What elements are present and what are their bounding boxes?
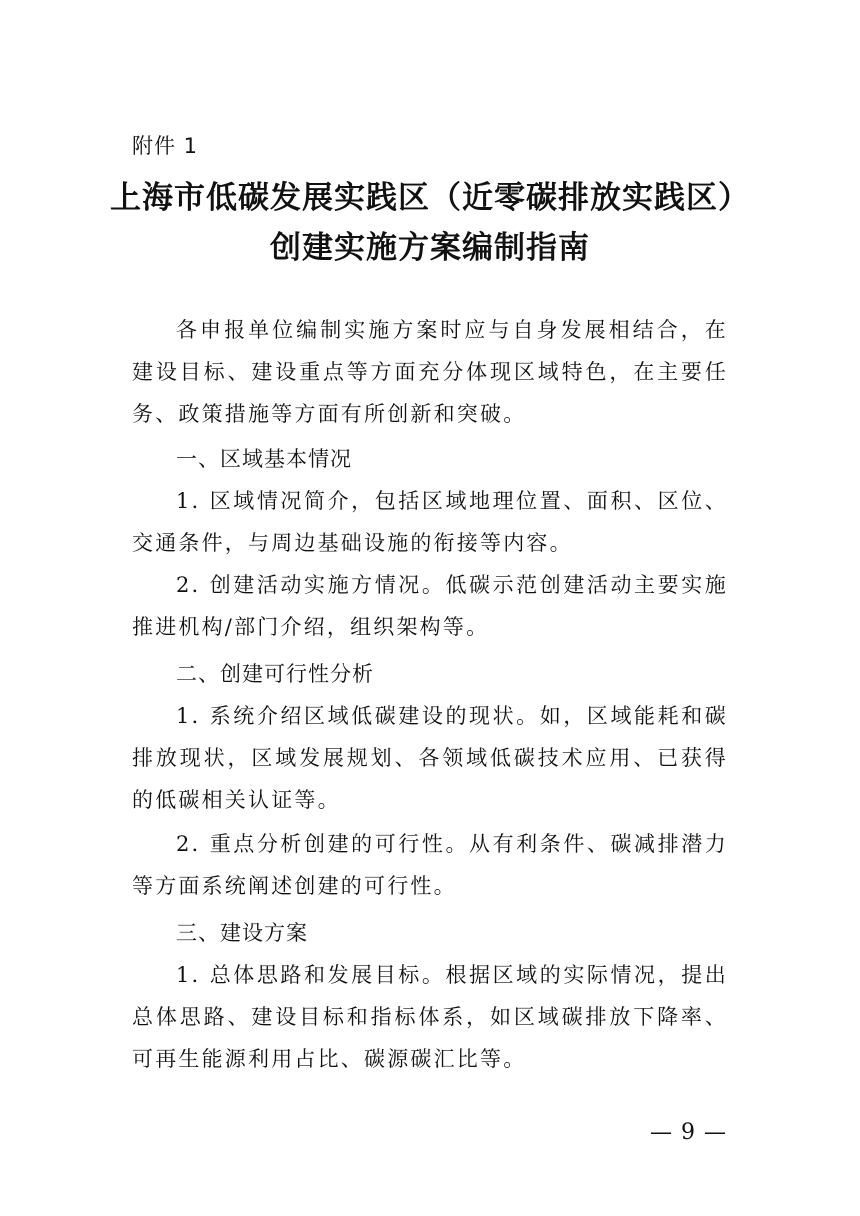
section-2-paragraph-2: 2. 重点分析创建的可行性。从有利条件、碳减排潜力等方面系统阐述创建的可行性。 (132, 832, 728, 898)
section-heading-basic-situation: 一、区域基本情况 (176, 447, 352, 471)
attachment-label: 附件 1 (132, 134, 199, 158)
section-heading-feasibility-analysis: 二、创建可行性分析 (176, 662, 374, 686)
page-number: — 9 — (650, 1120, 727, 1145)
document-title-line-1: 上海市低碳发展实践区（近零碳排放实践区） (110, 180, 750, 216)
section-1-paragraph-2: 2. 创建活动实施方情况。低碳示范创建活动主要实施推进机构/部门介绍，组织架构等。 (132, 573, 728, 639)
intro-paragraph: 各申报单位编制实施方案时应与自身发展相结合，在建设目标、建设重点等方面充分体现区域特色，在主要任务、政策措施等方面有所创新和突破。 (132, 318, 728, 426)
section-1-paragraph-1: 1. 区域情况简介，包括区域地理位置、面积、区位、交通条件，与周边基础设施的衔接等内容。 (132, 489, 728, 555)
section-2-paragraph-1: 1. 系统介绍区域低碳建设的现状。如，区域能耗和碳排放现状，区域发展规划、各领域低碳技术应用、已获得的低碳相关认证等。 (132, 704, 728, 812)
section-heading-construction-plan: 三、建设方案 (176, 921, 308, 945)
section-3-paragraph-1: 1. 总体思路和发展目标。根据区域的实际情况，提出总体思路、建设目标和指标体系，如区域碳排放下降率、可再生能源利用占比、碳源碳汇比等。 (132, 963, 728, 1071)
document-title-line-2: 创建实施方案编制指南 (270, 230, 590, 266)
